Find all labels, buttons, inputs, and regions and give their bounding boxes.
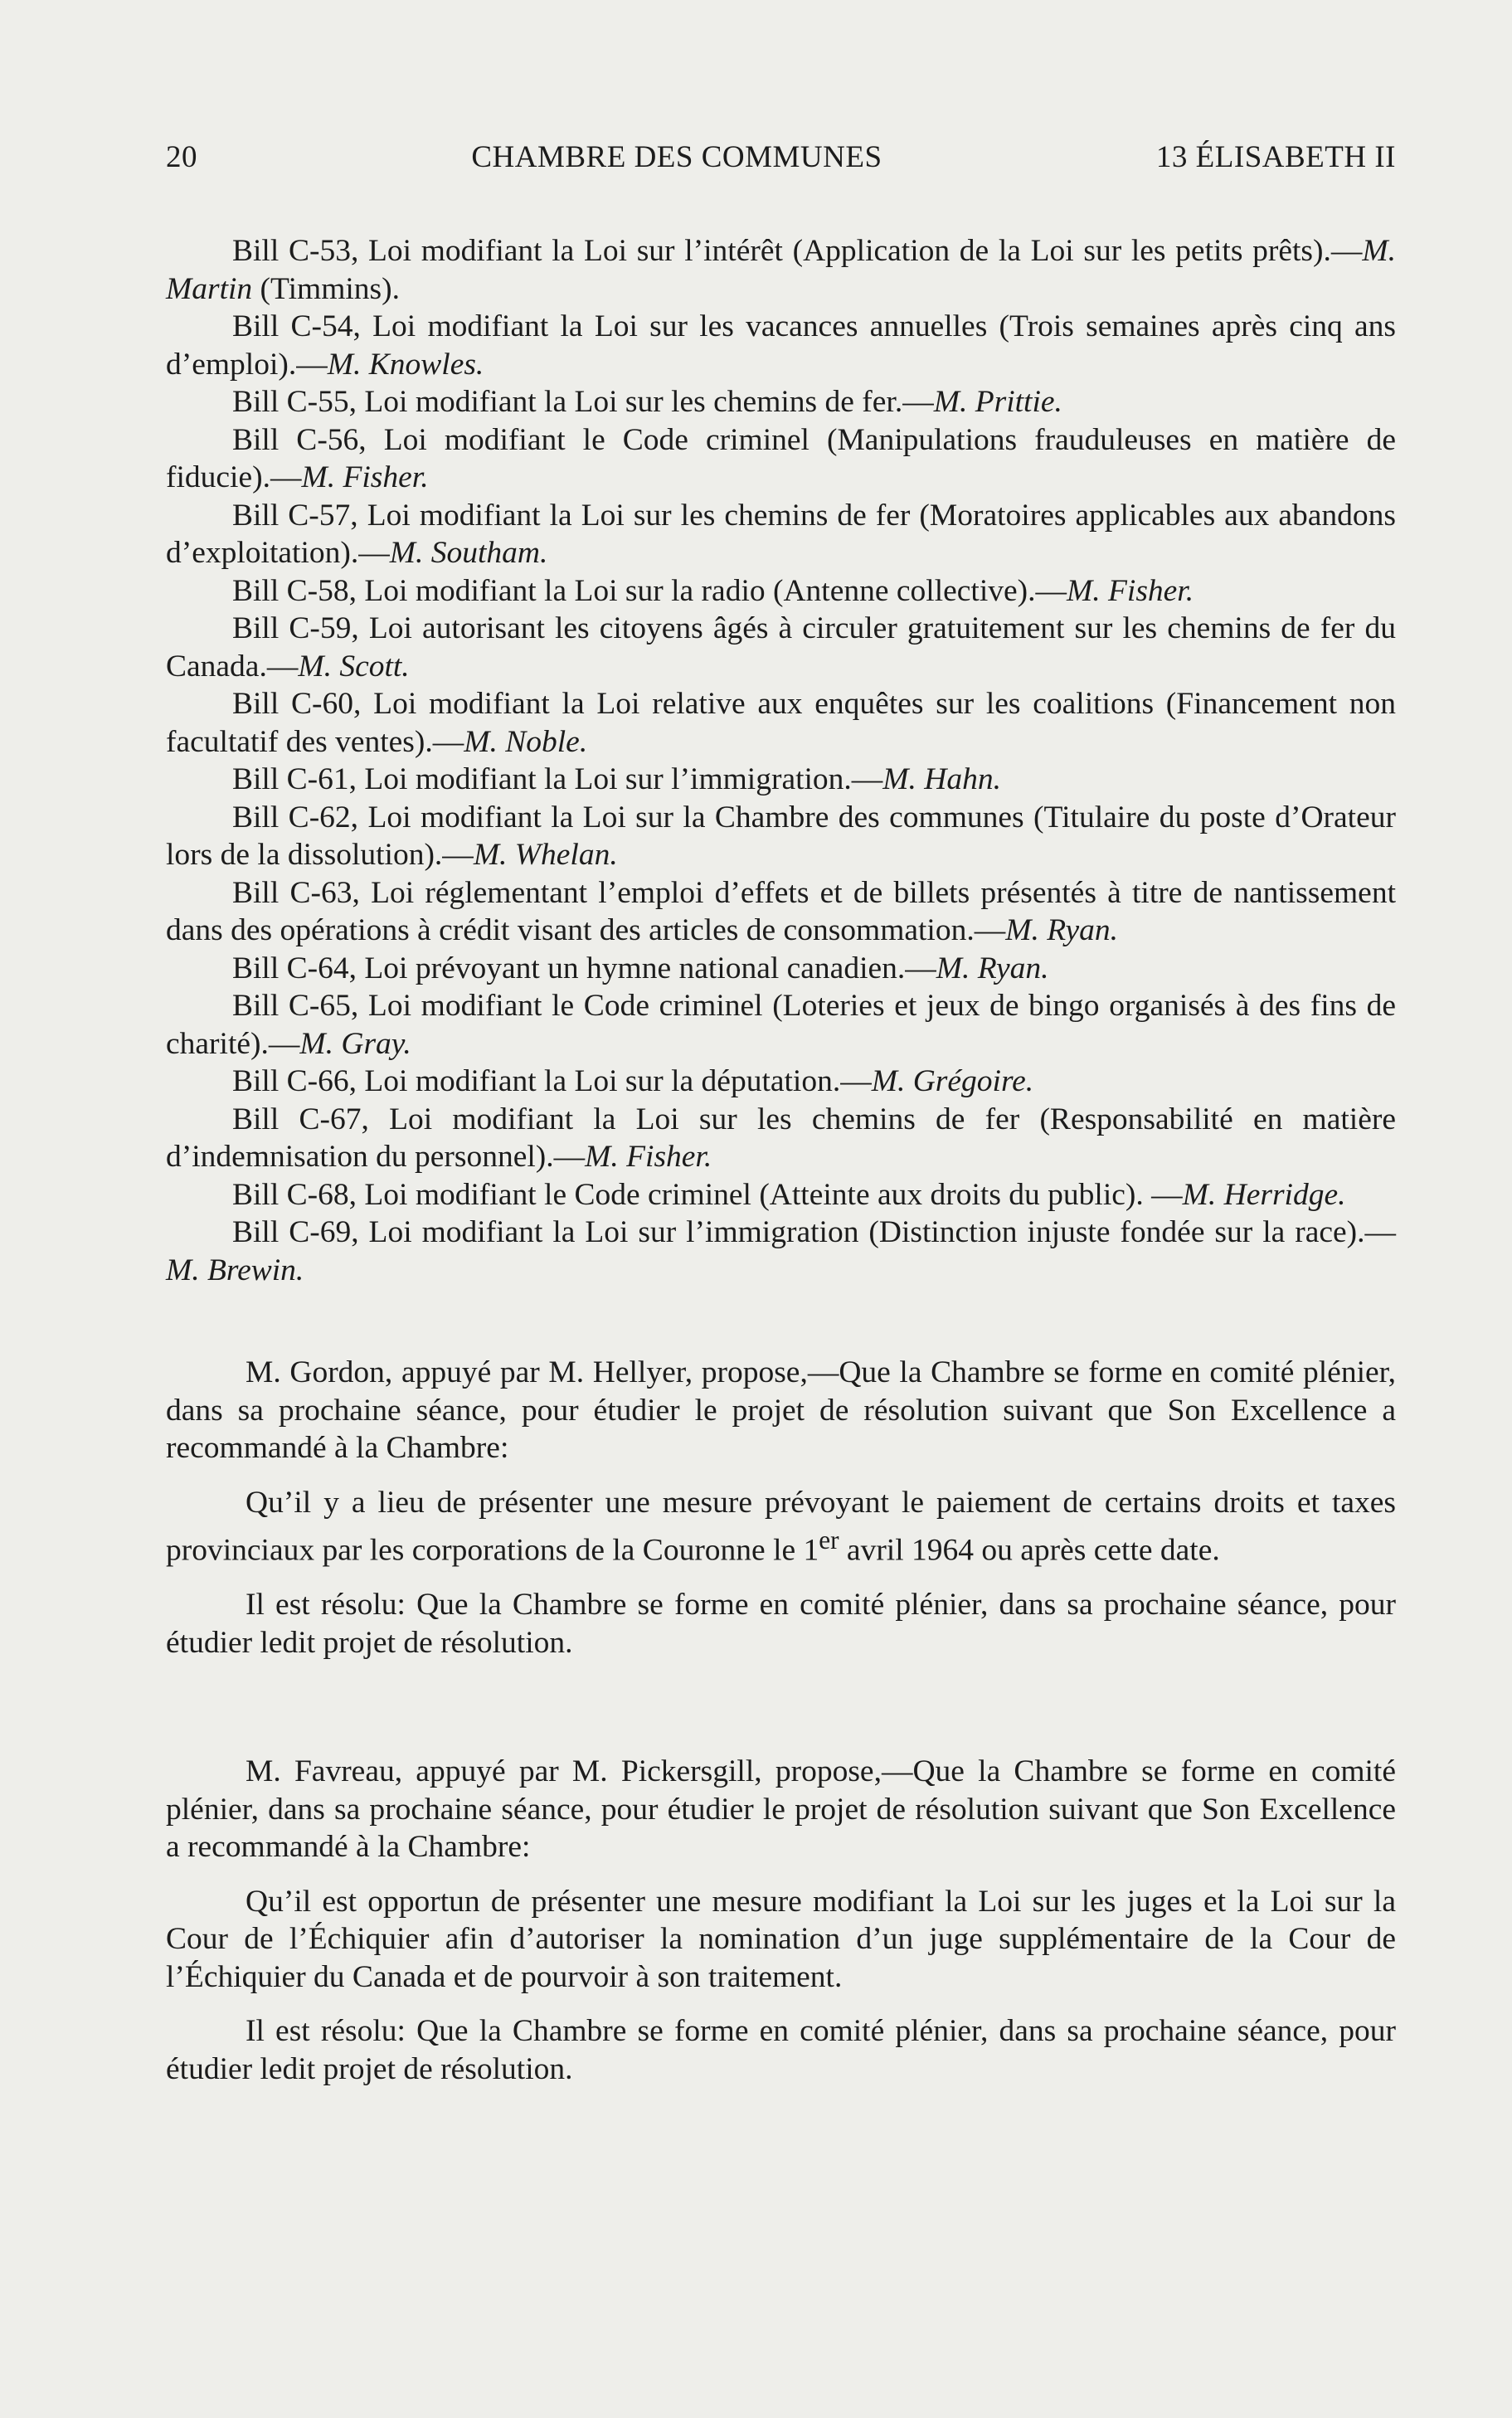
member-name: M. Southam. [389, 536, 548, 570]
bill-entry: Bill C-64, Loi prévoyant un hymne national canadien.—M. Ryan. [232, 951, 1049, 985]
gordon-resolved: Il est résolu: Que la Chambre se forme en comité plénier, dans sa prochaine séance, pour étudier ledit projet de résolution. [166, 1588, 1396, 1660]
bill-entry: Bill C-53, Loi modifiant la Loi sur l’intérêt (Application de la Loi sur les petits prêts).—M. Martin (Timmins). [166, 234, 1396, 306]
member-name: M. Ryan. [936, 951, 1049, 985]
regnal-year: 13 ÉLISABETH II [1155, 140, 1396, 174]
favreau-resolution: Qu’il est opportun de présenter une mesure modifiant la Loi sur les juges et la Loi sur la Cour de l’Échiquier afin d’autoriser la nomination d’un juge supplémentaire de la Cour de l’Échiquier du Canada et de pourvoir à son traitement. [166, 1884, 1396, 1994]
bill-entry: Bill C-55, Loi modifiant la Loi sur les chemins de fer.—M. Prittie. [232, 385, 1062, 419]
member-name: M. Brewin. [166, 1253, 304, 1287]
bill-entry: Bill C-62, Loi modifiant la Loi sur la Chambre des communes (Titulaire du poste d’Orateur lors de la dissolution).—M. Whelan. [166, 800, 1396, 872]
running-title: CHAMBRE DES COMMUNES [471, 140, 882, 174]
member-name: M. Hahn. [882, 762, 1001, 796]
gordon-resolution: Qu’il y a lieu de présenter une mesure prévoyant le paiement de certains droits et taxes provinciaux par les corporations de la Couronne le 1er avril 1964 ou après cette date. [166, 1485, 1396, 1568]
bill-entry: Bill C-65, Loi modifiant le Code criminel (Loteries et jeux de bingo organisés à des fins de charité).—M. Gray. [166, 989, 1396, 1061]
bill-entry: Bill C-69, Loi modifiant la Loi sur l’immigration (Distinction injuste fondée sur la race).—M. Brewin. [166, 1215, 1396, 1287]
bill-entry: Bill C-56, Loi modifiant le Code criminel (Manipulations frauduleuses en matière de fiducie).—M. Fisher. [166, 422, 1396, 494]
member-name: M. Herridge. [1182, 1177, 1346, 1212]
member-name: M. Noble. [464, 724, 588, 759]
bill-entry: Bill C-54, Loi modifiant la Loi sur les vacances annuelles (Trois semaines après cinq ans d’emploi).—M. Knowles. [166, 309, 1396, 382]
member-name: M. Ryan. [1005, 913, 1118, 947]
body-text [166, 232, 1396, 2088]
page-header [166, 139, 1396, 181]
member-name: M. Prittie. [933, 385, 1062, 419]
gordon-motion: M. Gordon, appuyé par M. Hellyer, propose,—Que la Chambre se forme en comité plénier, dans sa prochaine séance, pour étudier le projet de résolution suivant que Son Excellence a recommandé à la Chambre: [166, 1355, 1396, 1465]
member-name: M. Fisher. [585, 1140, 712, 1174]
member-name: M. Knowles. [327, 347, 484, 382]
member-name: M. Fisher. [1067, 573, 1194, 608]
favreau-resolved: Il est résolu: Que la Chambre se forme en comité plénier, dans sa prochaine séance, pour étudier ledit projet de résolution. [166, 2014, 1396, 2086]
member-name: M. Scott. [298, 649, 410, 684]
bill-entry: Bill C-63, Loi réglementant l’emploi d’effets et de billets présentés à titre de nantissement dans des opérations à crédit visant des articles de consommation.—M. Ryan. [166, 875, 1396, 947]
member-name: M. Grégoire. [871, 1064, 1034, 1098]
member-name: M. Fisher. [301, 460, 429, 494]
page-number: 20 [166, 140, 197, 174]
member-name: M. Whelan. [473, 838, 618, 872]
bill-entry: Bill C-67, Loi modifiant la Loi sur les chemins de fer (Responsabilité en matière d’indemnisation du personnel).—M. Fisher. [166, 1102, 1396, 1174]
bill-entry: Bill C-58, Loi modifiant la Loi sur la radio (Antenne collective).—M. Fisher. [232, 573, 1194, 608]
bill-entry: Bill C-60, Loi modifiant la Loi relative aux enquêtes sur les coalitions (Financement non facultatif des ventes).—M. Noble. [166, 687, 1396, 759]
favreau-motion: M. Favreau, appuyé par M. Pickersgill, propose,—Que la Chambre se forme en comité plénier, dans sa prochaine séance, pour étudier le projet de résolution suivant que Son Excellence a recommandé à la Chambre: [166, 1754, 1396, 1864]
bill-entry: Bill C-61, Loi modifiant la Loi sur l’immigration.—M. Hahn. [232, 762, 1001, 796]
member-name: M. Martin [166, 234, 1396, 306]
member-name: M. Gray. [299, 1026, 411, 1061]
ordinal-superscript: er [819, 1525, 839, 1554]
bill-entry: Bill C-68, Loi modifiant le Code criminel (Atteinte aux droits du public). —M. Herridge. [232, 1177, 1346, 1212]
bill-entry: Bill C-66, Loi modifiant la Loi sur la députation.—M. Grégoire. [232, 1064, 1034, 1098]
bill-entry: Bill C-57, Loi modifiant la Loi sur les chemins de fer (Moratoires applicables aux abandons d’exploitation).—M. Southam. [166, 498, 1396, 570]
bill-entry: Bill C-59, Loi autorisant les citoyens âgés à circuler gratuitement sur les chemins de fer du Canada.—M. Scott. [166, 611, 1396, 684]
